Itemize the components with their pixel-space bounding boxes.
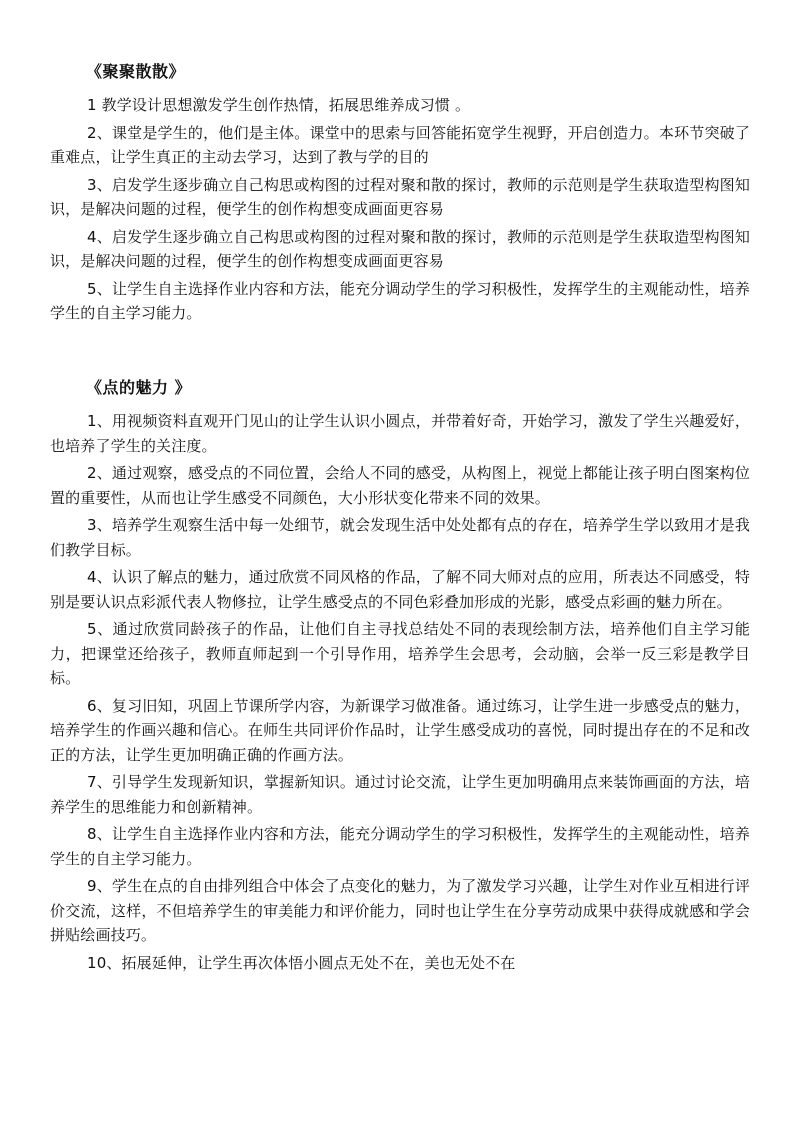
paragraph: 10、拓展延伸，让学生再次体悟小圆点无处不在，美也无处不在 bbox=[87, 953, 516, 972]
paragraph: 9、学生在点的自由排列组合中体会了点变化的魅力，为了激发学习兴趣，让学生对作业互相进行评价交流，这样，不但培养学生的审美能力和评价能力，同时也让学生在分享劳动成果中获得成就感和学会拼贴绘画技巧。 bbox=[50, 877, 750, 944]
paragraph: 4、认识了解点的魅力，通过欣赏不同风格的作品，了解不同大师对点的应用，所表达不同感受，特别是要认识点彩派代表人物修拉，让学生感受点的不同色彩叠加形成的光影，感受点彩画的魅力所在。 bbox=[50, 568, 750, 611]
paragraph: 2、通过观察，感受点的不同位置，会给人不同的感受，从构图上，视觉上都能让孩子明白图案构位置的重要性，从而也让学生感受不同颜色，大小形状变化带来不同的效果。 bbox=[50, 464, 750, 507]
section-title: 《点的魅力 》 bbox=[86, 378, 192, 397]
paragraph: 1 教学设计思想激发学生创作热情，拓展思维养成习惯 。 bbox=[87, 96, 471, 114]
paragraph: 7、引导学生发现新知识，掌握新知识。通过讨论交流，让学生更加明确用点来装饰画面的方法，培养学生的思维能力和创新精神。 bbox=[50, 773, 750, 816]
paragraph: 4、启发学生逐步确立自己构思或构图的过程对聚和散的探讨，教师的示范则是学生获取造型构图知识，是解决问题的过程，便学生的创作构想变成画面更容易 bbox=[50, 227, 750, 270]
paragraph: 2、课堂是学生的，他们是主体。课堂中的思索与回答能拓宽学生视野，开启创造力。本环节突破了重难点，让学生真正的主动去学习，达到了教与学的目的 bbox=[50, 123, 750, 166]
paragraph: 3、培养学生观察生活中每一处细节，就会发现生活中处处都有点的存在，培养学生学以致用才是我们教学目标。 bbox=[50, 516, 750, 559]
paragraph: 5、通过欣赏同龄孩子的作品，让他们自主寻找总结处不同的表现绘制方法，培养他们自主学习能力，把课堂还给孩子，教师直师起到一个引导作用，培养学生会思考，会动脑，会举一反三彩是教学目标。 bbox=[50, 620, 750, 687]
section-ju-ju-san-san bbox=[50, 62, 750, 329]
paragraph: 1、用视频资料直观开门见山的让学生认识小圆点，并带着好奇，开始学习，激发了学生兴趣爱好，也培养了学生的关注度。 bbox=[50, 412, 750, 455]
section-dian-de-meili bbox=[50, 378, 750, 978]
paragraph: 6、复习旧知，巩固上节课所学内容，为新课学习做准备。通过练习，让学生进一步感受点的魅力，培养学生的作画兴趣和信心。在师生共同评价作品时，让学生感受成功的喜悦，同时提出存在的不足和改正的方法，让学生更加明确正确的作画方法。 bbox=[50, 696, 750, 764]
paragraph: 8、让学生自主选择作业内容和方法，能充分调动学生的学习积极性，发挥学生的主观能动性，培养学生的自主学习能力。 bbox=[50, 825, 750, 868]
paragraph: 3、启发学生逐步确立自己构思或构图的过程对聚和散的探讨，教师的示范则是学生获取造型构图知识，是解决问题的过程，便学生的创作构想变成画面更容易 bbox=[50, 175, 750, 218]
paragraph: 5、让学生自主选择作业内容和方法，能充分调动学生的学习积极性，发挥学生的主观能动性，培养学生的自主学习能力。 bbox=[50, 279, 750, 322]
section-title: 《聚聚散散》 bbox=[86, 62, 186, 81]
